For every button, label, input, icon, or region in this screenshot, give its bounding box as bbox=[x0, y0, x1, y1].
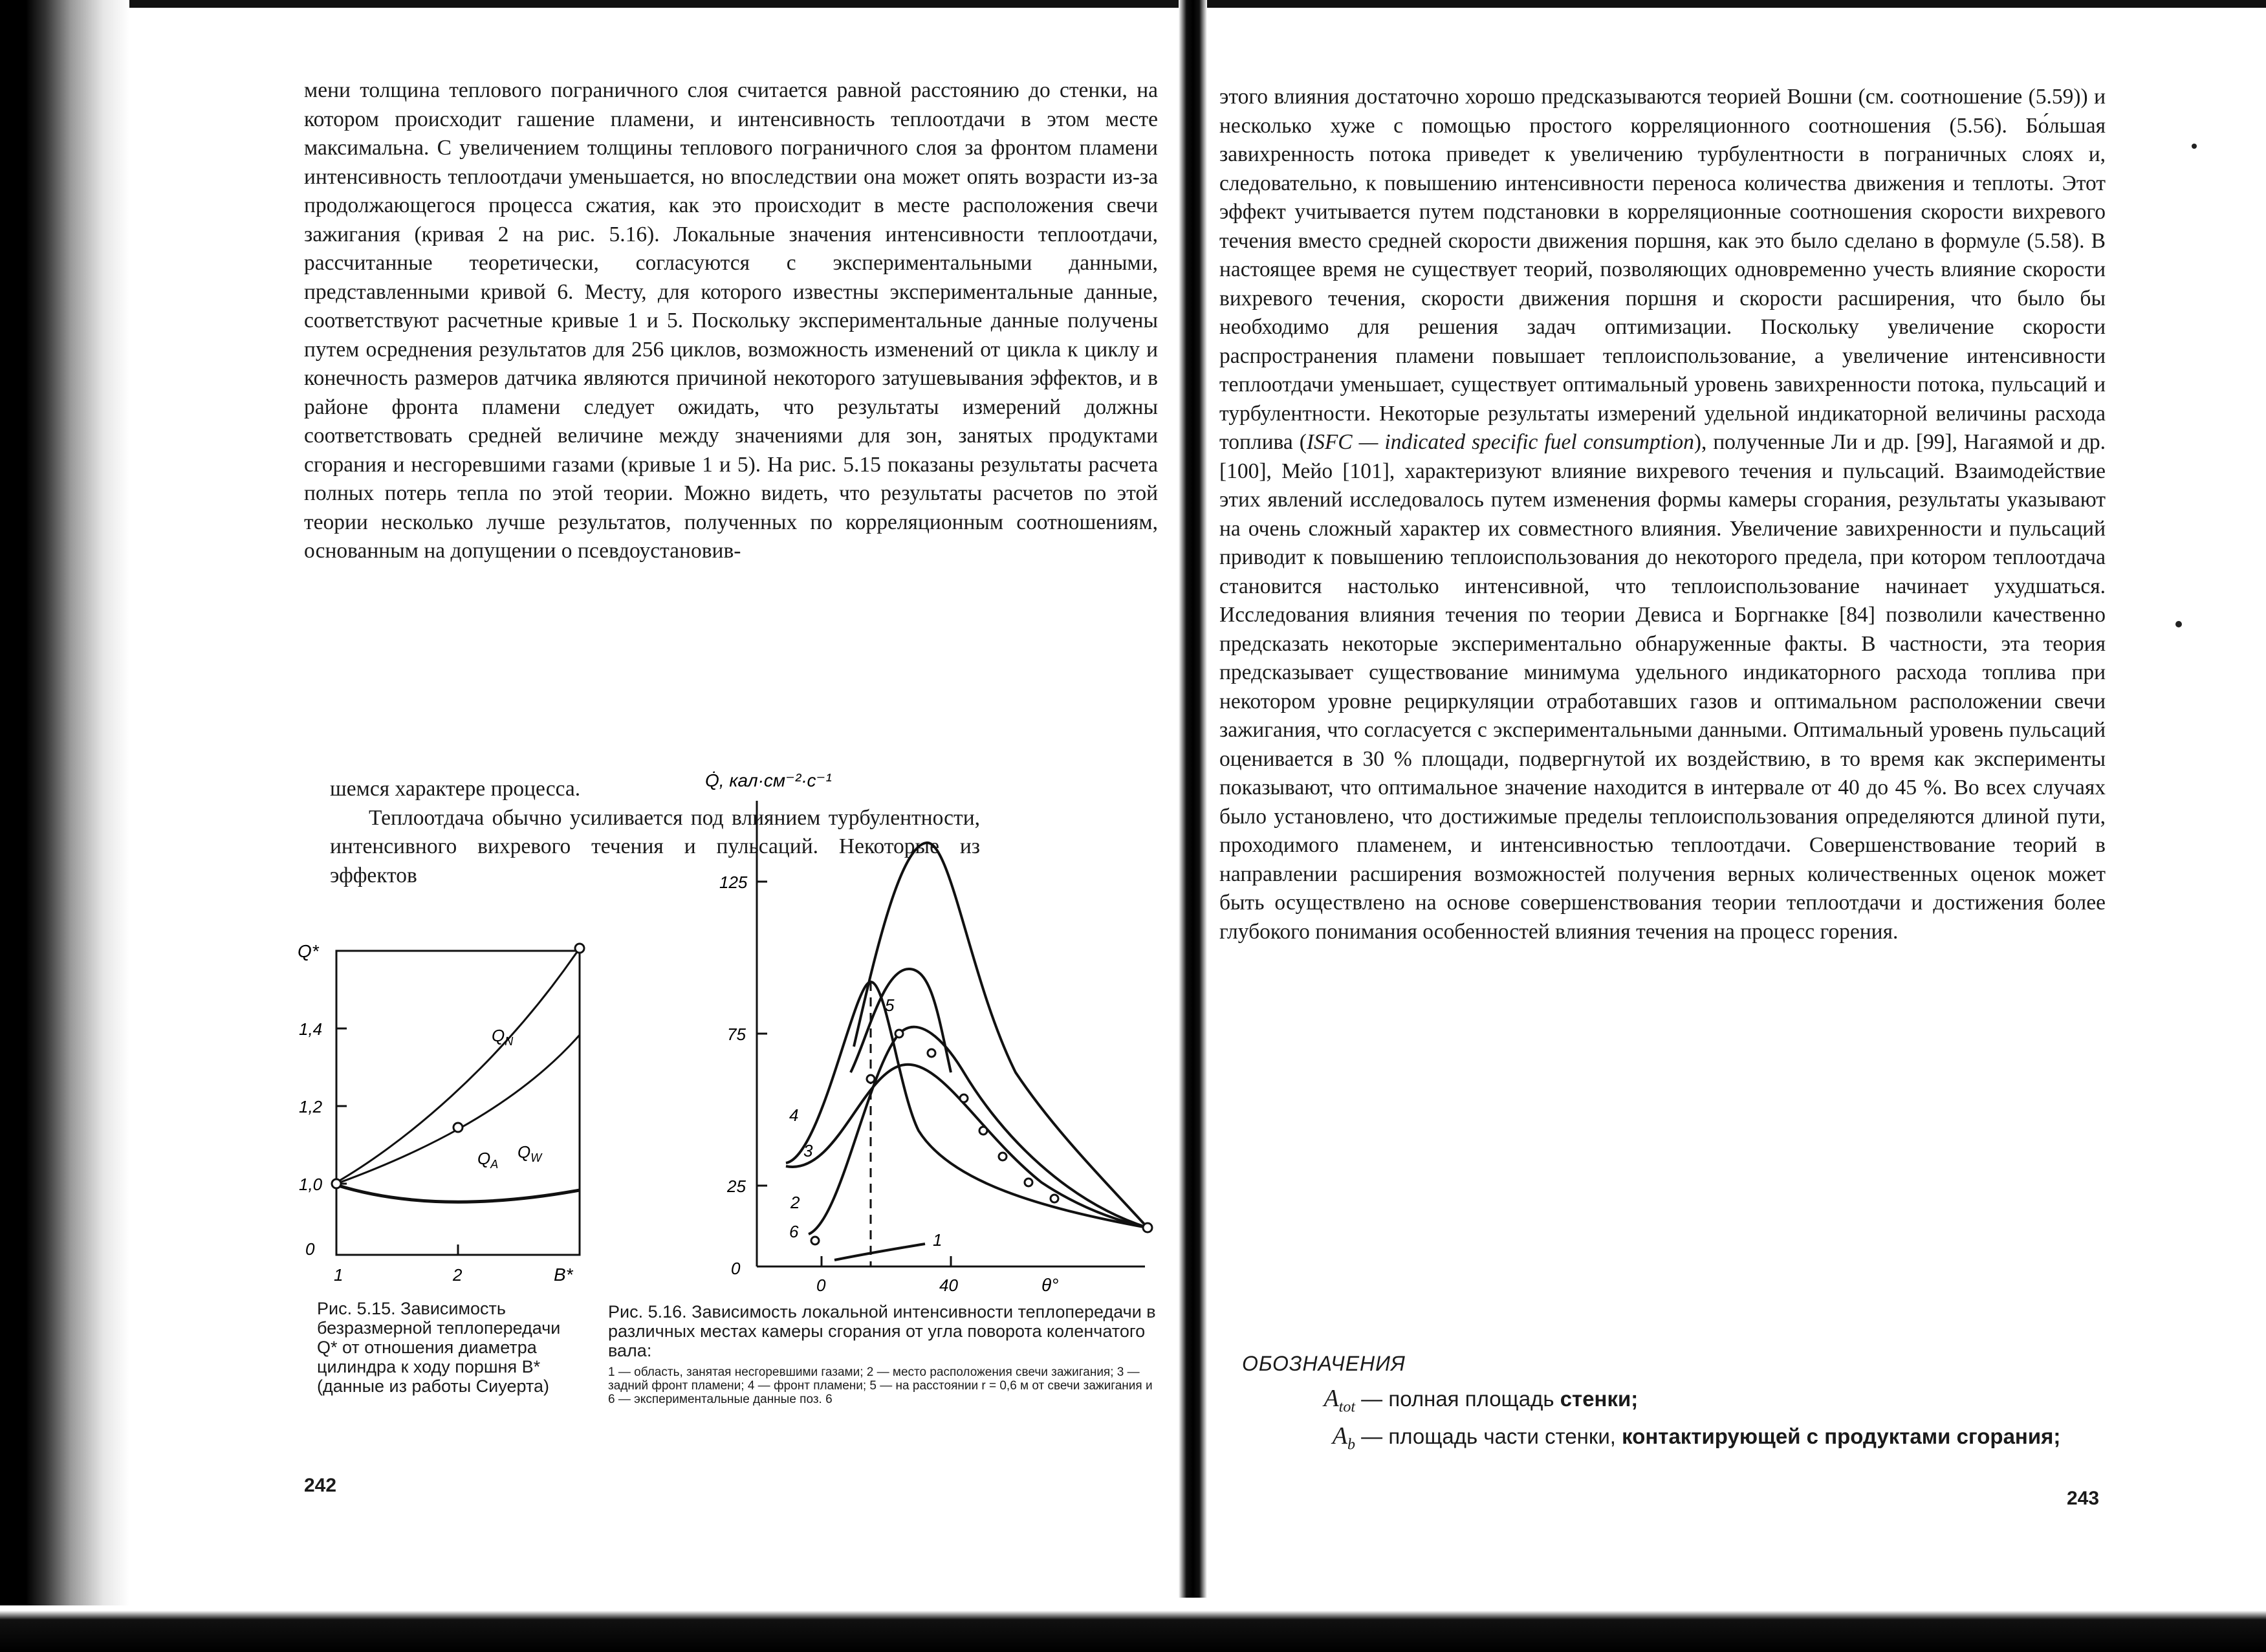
left-paragraph-1-text: мени толщина теплового пограничного слоя считается равной расстоянию до стенки, на котором происходит гашение пламени, и интенсивность теплоотдачи в этом месте максимальна. С увеличением толщины теплового пограничного слоя за фронтом пламени интенсивность теплоотдачи уменьшается, но впоследствии она может опять возрасти из-за продолжающегося процесса сжатия, как это происходит в месте расположения свечи зажигания (кривая 2 на рис. 5.16). Локальные значения интенсивности теплоотдачи, рассчитанные теоретически, согласуются с экспериментальными данными, представленными кривой 6. Месту, для которого известны экспериментальные данные, соответствуют расчетные кривые 1 и 5. Поскольку экспериментальные данные получены путем осреднения результатов для 256 циклов, возможность изменений от цикла к циклу и конечность размеров датчика являются причиной некоторого затушевывания эффектов, и в районе фронта пламени следует ожидать, что результаты измерений должны соответствовать средней величине между значениями для зон, занятых продуктами сгорания и несгоревшими газами (кривые 1 и 5). На рис. 5.15 показаны результаты расчета полных потерь тепла по этой теории. Можно видеть, что результаты расчетов по этой теории несколько лучше результатов, полученных по корреляционным соотношениям, основанным на допущении о псевдоустановив- bbox=[304, 78, 1158, 563]
notation-section-title: ОБОЗНАЧЕНИЯ bbox=[1242, 1352, 1406, 1375]
fig516-point bbox=[1143, 1223, 1152, 1232]
fig516-curve-1 bbox=[834, 1244, 925, 1260]
left-paragraph-1-end: шемся характере процесса. bbox=[330, 777, 581, 801]
fig516-point bbox=[999, 1153, 1007, 1160]
fig516-y-tick: 25 bbox=[727, 1177, 746, 1196]
figure-5-16 bbox=[705, 768, 1158, 1299]
fig515-label-qw: $Q_W$ bbox=[517, 1142, 542, 1164]
fig515-curve-qw bbox=[336, 1035, 580, 1184]
fig515-y-tick: 1,0 bbox=[299, 1175, 323, 1194]
fig516-y-tick: 75 bbox=[727, 1025, 746, 1044]
figure-5-16-caption: Рис. 5.16. Зависимость локальной интенсивности теплопередачи в различных местах камеры сгорания от угла поворота коленчатого вала: bbox=[608, 1302, 1156, 1360]
fig516-point bbox=[960, 1094, 968, 1102]
figure-5-15-caption: Рис. 5.15. Зависимость безразмерной теплопередачи Q* от отношения диаметра цилиндра к ходу поршня B* (данные из работы Сиуерта) bbox=[317, 1299, 561, 1396]
fig516-point bbox=[811, 1237, 819, 1244]
fig516-y-tick: 125 bbox=[719, 873, 748, 892]
notation-list bbox=[1271, 1384, 2106, 1459]
notation-symbol: $A_b$ bbox=[1332, 1422, 1355, 1453]
left-paragraph-1 bbox=[304, 76, 1158, 566]
fig516-label-6: 6 bbox=[789, 1222, 799, 1241]
left-page bbox=[298, 0, 1158, 1604]
fig515-y-tick: 1,4 bbox=[299, 1019, 323, 1039]
fig515-curve-qn bbox=[336, 948, 580, 1182]
fig515-label-qa: $Q_A$ bbox=[477, 1149, 499, 1171]
book-gutter bbox=[1179, 0, 1207, 1598]
fig516-y-label: Q̇, кал·см⁻²·с⁻¹ bbox=[705, 770, 832, 790]
right-page bbox=[1219, 0, 2106, 1604]
isfc-term: ISFC — indicated specific fuel consumption bbox=[1306, 430, 1694, 454]
fig515-label-qn: $Q_N$ bbox=[492, 1026, 514, 1048]
fig516-label-1: 1 bbox=[933, 1230, 942, 1250]
scan-bottom-edge bbox=[0, 1605, 2266, 1652]
notation-item: $A_b$ — площадь части стенки, контактирующей с продуктами сгорания; bbox=[1271, 1422, 2106, 1459]
fig515-y-tick: 0 bbox=[305, 1239, 315, 1259]
fig516-point bbox=[867, 1075, 875, 1083]
fig515-y-label: Q* bbox=[298, 941, 319, 961]
fig516-point bbox=[895, 1030, 903, 1038]
fig516-label-3: 3 bbox=[803, 1141, 813, 1160]
scan-left-edge bbox=[0, 0, 129, 1652]
fig515-curve-qa bbox=[336, 1185, 580, 1202]
left-paragraph-2: Теплоотдача обычно усиливается под влиянием турбулентности, интенсивного вихревого течения и пульсаций. Некоторые из эффектов bbox=[330, 805, 980, 887]
fig515-x-label: B* bbox=[554, 1265, 573, 1285]
fig516-label-5: 5 bbox=[885, 995, 895, 1015]
right-paragraph-1-start: этого влияния достаточно хорошо предсказываются теорией Вошни (см. соотношение (5.59)) и несколько хуже с помощью простого корреляционного соотношения (5.56). Бо́льшая завихренность потока приведет к увеличению турбулентности в пограничных слоях и, следовательно, к повышению интенсивности переноса количества движения и теплоты. Этот эффект учитывается путем подстановки в корреляционные соотношения скорости вихревого течения вместо средней скорости движения поршня, как это было сделано в формуле (5.58). В настоящее время не существует теорий, позволяющих одновременно учесть влияние скорости вихревого течения, скорости движения поршня и скорости расширения, что было бы необходимо для решения задач оптимизации. Поскольку увеличение скорости распространения пламени повышает теплоиспользование, а увеличение интенсивности теплоотдачи уменьшает, существует оптимальный уровень завихренности потока, пульсаций и турбулентности. Некоторые результаты измерений удельной индикаторной величины расхода топлива ( bbox=[1219, 85, 2106, 454]
notation-item: $A_{tot}$ — полная площадь стенки; bbox=[1271, 1384, 2106, 1422]
fig516-point bbox=[979, 1127, 987, 1135]
fig516-point bbox=[1025, 1179, 1032, 1186]
figure-5-15 bbox=[298, 931, 589, 1294]
scan-speck bbox=[2192, 144, 2197, 149]
right-paragraph-text bbox=[1219, 83, 2106, 946]
fig516-label-4: 4 bbox=[789, 1105, 799, 1125]
fig515-point bbox=[332, 1179, 341, 1188]
fig516-curve-2 bbox=[809, 1027, 1148, 1234]
right-page-number: 243 bbox=[2067, 1488, 2100, 1509]
fig516-x-tick: 0 bbox=[816, 1276, 826, 1295]
fig515-y-tick: 1,2 bbox=[299, 1097, 323, 1116]
right-paragraph-1 bbox=[1219, 83, 2106, 946]
figure-5-16-caption-block bbox=[608, 1302, 1158, 1406]
notation-symbol: $A_{tot}$ bbox=[1324, 1385, 1355, 1416]
left-page-number: 242 bbox=[304, 1475, 337, 1496]
fig515-x-tick: 2 bbox=[453, 1265, 463, 1285]
fig516-x-label: θ° bbox=[1041, 1275, 1059, 1295]
fig515-x-tick: 1 bbox=[334, 1265, 343, 1285]
fig516-point bbox=[1051, 1195, 1058, 1202]
fig516-point bbox=[928, 1049, 935, 1057]
fig515-point bbox=[575, 944, 584, 953]
right-paragraph-1-cont: ), полученные Ли и др. [99], Нагаямой и др. [100], Мейо [101], характеризуют влияние вихревого течения и пульсаций. Взаимодействие этих явлений исследовалось путем изменения формы камеры сгорания, результаты указывают на очень сложный характер их совместного влияния. Увеличение завихренности и пульсаций приводит к повышению теплоиспользования до некоторого предела, при котором теплоотдача становится настолько интенсивной, что теплоиспользование начинает ухудшаться. Исследования влияния течения по теории Девиса и Боргнакке [84] позволили качественно предсказать некоторые экспериментально обнаруженные факты. В частности, эта теория предсказывает существование минимума удельного индикаторного расхода топлива при некотором уровне рециркуляции отработавших газов и оптимальном расположении свечи зажигания, что согласуется с экспериментальными данными. Оптимальный уровень пульсаций оценивается в 30 % площади, подвергнутой их воздействию, в то время как эксперименты показывают, что оптимальное значение находится в интервале от 40 до 45 %. Во всех случаях было установлено, что достижимые пределы теплоиспользования определяются длиной пути, проходимого пламенем, и интенсивностью теплоотдачи. Совершенствование теорий в направлении расширения возможностей получения верных количественных оценок может быть осуществлено на основе совершенствования теории теплоотдачи и достижения более глубокого понимания особенностей влияния течения на процесс горения. bbox=[1219, 430, 2106, 944]
scan-speck bbox=[2175, 621, 2182, 627]
fig515-point bbox=[453, 1123, 463, 1132]
fig516-label-2: 2 bbox=[790, 1193, 800, 1212]
fig516-x-tick: 40 bbox=[939, 1276, 958, 1295]
fig516-y-tick: 0 bbox=[731, 1259, 741, 1278]
figure-5-16-legend: 1 — область, занятая несгоревшими газами; 2 — место расположения свечи зажигания; 3 — задний фронт пламени; 4 — фронт пламени; 5 — на расстоянии r = 0,6 м от свечи зажигания и 6 — экспериментальные данные поз. 6 bbox=[608, 1365, 1153, 1406]
